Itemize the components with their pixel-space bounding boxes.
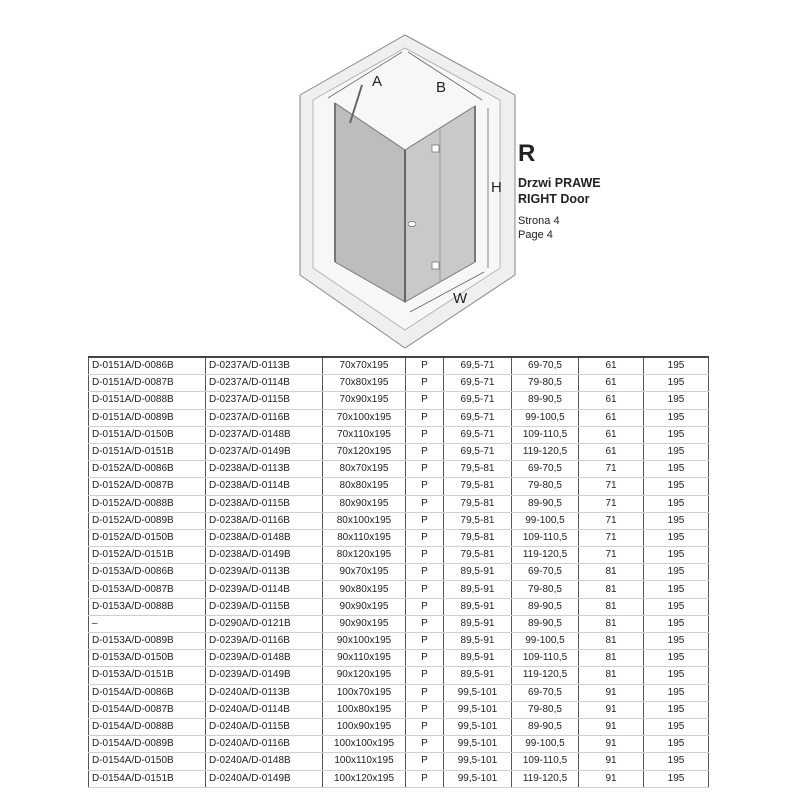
table-cell: 99,5-101: [444, 753, 512, 770]
table-cell: D-0152A/D-0150B: [89, 529, 206, 546]
table-cell: 89-90,5: [512, 615, 579, 632]
table-cell: 70x100x195: [323, 409, 406, 426]
table-cell: D-0154A/D-0088B: [89, 718, 206, 735]
table-cell: 99,5-101: [444, 684, 512, 701]
table-cell: 89-90,5: [512, 598, 579, 615]
dimension-label-b: B: [436, 79, 447, 96]
table-cell: 79,5-81: [444, 461, 512, 478]
table-row: [89, 443, 709, 460]
table-cell: P: [406, 718, 444, 735]
table-cell: 69-70,5: [512, 564, 579, 581]
hinge-top: [432, 145, 439, 152]
table-cell: D-0152A/D-0089B: [89, 512, 206, 529]
table-cell: D-0237A/D-0114B: [206, 375, 323, 392]
table-cell: 89-90,5: [512, 495, 579, 512]
table-cell: D-0240A/D-0148B: [206, 753, 323, 770]
table-cell: D-0153A/D-0089B: [89, 633, 206, 650]
table-cell: 90x90x195: [323, 615, 406, 632]
table-cell: 70x90x195: [323, 392, 406, 409]
table-cell: D-0237A/D-0148B: [206, 426, 323, 443]
table-cell: P: [406, 753, 444, 770]
table-cell: 69-70,5: [512, 684, 579, 701]
table-cell: 91: [579, 753, 644, 770]
table-cell: D-0152A/D-0088B: [89, 495, 206, 512]
table-cell: P: [406, 770, 444, 787]
table-cell: D-0238A/D-0116B: [206, 512, 323, 529]
table-cell: 99,5-101: [444, 701, 512, 718]
table-cell: 109-110,5: [512, 426, 579, 443]
table-cell: D-0152A/D-0086B: [89, 461, 206, 478]
table-cell: 100x110x195: [323, 753, 406, 770]
table-cell: D-0240A/D-0149B: [206, 770, 323, 787]
table-cell: P: [406, 615, 444, 632]
table-cell: D-0238A/D-0113B: [206, 461, 323, 478]
page-label-en: Page 4: [518, 229, 553, 241]
table-cell: 195: [644, 426, 709, 443]
table-cell: 69-70,5: [512, 357, 579, 375]
table-cell: 79,5-81: [444, 547, 512, 564]
table-cell: D-0153A/D-0086B: [89, 564, 206, 581]
table-cell: P: [406, 529, 444, 546]
table-cell: D-0237A/D-0116B: [206, 409, 323, 426]
table-row: [89, 598, 709, 615]
table-cell: 89,5-91: [444, 650, 512, 667]
table-cell: 70x110x195: [323, 426, 406, 443]
table-cell: D-0239A/D-0115B: [206, 598, 323, 615]
table-cell: 195: [644, 357, 709, 375]
table-cell: 99-100,5: [512, 633, 579, 650]
table-cell: D-0240A/D-0116B: [206, 736, 323, 753]
table-cell: 100x100x195: [323, 736, 406, 753]
table-cell: 69,5-71: [444, 409, 512, 426]
table-cell: 71: [579, 461, 644, 478]
table-row: [89, 547, 709, 564]
table-cell: D-0240A/D-0114B: [206, 701, 323, 718]
table-cell: D-0237A/D-0113B: [206, 357, 323, 375]
table-cell: P: [406, 684, 444, 701]
table-cell: 71: [579, 529, 644, 546]
table-cell: 90x110x195: [323, 650, 406, 667]
table-cell: D-0239A/D-0148B: [206, 650, 323, 667]
table-row: [89, 564, 709, 581]
table-cell: 195: [644, 529, 709, 546]
table-cell: 119-120,5: [512, 443, 579, 460]
table-row: [89, 667, 709, 684]
table-cell: P: [406, 495, 444, 512]
table-cell: 81: [579, 598, 644, 615]
table-cell: P: [406, 667, 444, 684]
table-row: [89, 581, 709, 598]
table-cell: 89,5-91: [444, 667, 512, 684]
specification-table-body: [89, 357, 709, 787]
table-cell: 119-120,5: [512, 770, 579, 787]
table-row: [89, 753, 709, 770]
table-row: [89, 426, 709, 443]
table-cell: P: [406, 598, 444, 615]
table-cell: P: [406, 409, 444, 426]
table-cell: P: [406, 581, 444, 598]
table-cell: 109-110,5: [512, 753, 579, 770]
table-cell: 89,5-91: [444, 598, 512, 615]
table-cell: 195: [644, 650, 709, 667]
table-row: [89, 409, 709, 426]
table-cell: 80x90x195: [323, 495, 406, 512]
dimension-label-w: W: [453, 290, 468, 307]
table-cell: D-0240A/D-0115B: [206, 718, 323, 735]
table-cell: P: [406, 650, 444, 667]
table-cell: D-0154A/D-0086B: [89, 684, 206, 701]
table-cell: 81: [579, 667, 644, 684]
table-cell: 100x80x195: [323, 701, 406, 718]
table-cell: 81: [579, 633, 644, 650]
table-cell: 99,5-101: [444, 770, 512, 787]
table-cell: 89,5-91: [444, 581, 512, 598]
table-cell: –: [89, 615, 206, 632]
table-cell: 81: [579, 615, 644, 632]
table-cell: 91: [579, 770, 644, 787]
table-cell: 119-120,5: [512, 667, 579, 684]
table-cell: D-0151A/D-0089B: [89, 409, 206, 426]
table-cell: 195: [644, 392, 709, 409]
table-cell: P: [406, 478, 444, 495]
table-cell: 195: [644, 512, 709, 529]
table-cell: 91: [579, 684, 644, 701]
table-cell: 195: [644, 461, 709, 478]
table-cell: 90x100x195: [323, 633, 406, 650]
table-cell: 69,5-71: [444, 392, 512, 409]
table-cell: 61: [579, 357, 644, 375]
table-row: [89, 615, 709, 632]
table-row: [89, 650, 709, 667]
table-cell: 100x70x195: [323, 684, 406, 701]
table-cell: D-0239A/D-0113B: [206, 564, 323, 581]
table-cell: 195: [644, 547, 709, 564]
table-cell: 195: [644, 684, 709, 701]
table-cell: 89-90,5: [512, 718, 579, 735]
table-cell: 195: [644, 753, 709, 770]
table-cell: 195: [644, 633, 709, 650]
door-label-pl: Drzwi PRAWE: [518, 176, 601, 190]
table-cell: D-0151A/D-0087B: [89, 375, 206, 392]
table-cell: P: [406, 512, 444, 529]
table-row: [89, 478, 709, 495]
table-cell: 195: [644, 409, 709, 426]
table-cell: 79-80,5: [512, 581, 579, 598]
table-cell: 195: [644, 718, 709, 735]
table-row: [89, 495, 709, 512]
table-cell: D-0151A/D-0150B: [89, 426, 206, 443]
table-cell: 91: [579, 701, 644, 718]
table-cell: 195: [644, 701, 709, 718]
table-cell: D-0239A/D-0149B: [206, 667, 323, 684]
table-cell: 71: [579, 478, 644, 495]
table-cell: 79,5-81: [444, 512, 512, 529]
table-row: [89, 512, 709, 529]
table-cell: 195: [644, 581, 709, 598]
table-cell: D-0239A/D-0114B: [206, 581, 323, 598]
table-row: [89, 736, 709, 753]
table-cell: 70x70x195: [323, 357, 406, 375]
table-cell: 100x120x195: [323, 770, 406, 787]
table-cell: P: [406, 357, 444, 375]
table-cell: 70x80x195: [323, 375, 406, 392]
table-cell: 79,5-81: [444, 478, 512, 495]
table-cell: 91: [579, 736, 644, 753]
table-cell: P: [406, 547, 444, 564]
table-cell: D-0153A/D-0151B: [89, 667, 206, 684]
table-cell: D-0239A/D-0116B: [206, 633, 323, 650]
table-cell: 81: [579, 650, 644, 667]
table-cell: D-0151A/D-0086B: [89, 357, 206, 375]
table-cell: D-0154A/D-0150B: [89, 753, 206, 770]
table-cell: 80x70x195: [323, 461, 406, 478]
table-row: [89, 718, 709, 735]
table-cell: 195: [644, 770, 709, 787]
table-cell: D-0152A/D-0087B: [89, 478, 206, 495]
table-cell: 79-80,5: [512, 375, 579, 392]
table-cell: 80x120x195: [323, 547, 406, 564]
table-cell: D-0153A/D-0088B: [89, 598, 206, 615]
table-cell: D-0238A/D-0115B: [206, 495, 323, 512]
table-cell: 80x110x195: [323, 529, 406, 546]
table-cell: 69,5-71: [444, 357, 512, 375]
table-cell: 195: [644, 375, 709, 392]
table-cell: 71: [579, 495, 644, 512]
table-cell: 69,5-71: [444, 426, 512, 443]
table-cell: 100x90x195: [323, 718, 406, 735]
table-cell: P: [406, 701, 444, 718]
table-cell: 81: [579, 564, 644, 581]
table-cell: 90x80x195: [323, 581, 406, 598]
table-cell: P: [406, 461, 444, 478]
table-cell: 99-100,5: [512, 512, 579, 529]
table-cell: 195: [644, 598, 709, 615]
table-cell: 89-90,5: [512, 392, 579, 409]
side-letter: R: [518, 140, 536, 167]
table-cell: D-0151A/D-0151B: [89, 443, 206, 460]
table-cell: P: [406, 392, 444, 409]
table-cell: D-0154A/D-0151B: [89, 770, 206, 787]
table-cell: D-0237A/D-0149B: [206, 443, 323, 460]
table-cell: D-0154A/D-0089B: [89, 736, 206, 753]
table-cell: D-0238A/D-0148B: [206, 529, 323, 546]
table-cell: 79,5-81: [444, 529, 512, 546]
table-cell: 61: [579, 375, 644, 392]
table-cell: 90x120x195: [323, 667, 406, 684]
specification-table: [88, 356, 709, 788]
table-cell: 71: [579, 512, 644, 529]
table-cell: P: [406, 426, 444, 443]
table-cell: 69,5-71: [444, 443, 512, 460]
table-row: [89, 357, 709, 375]
dimension-label-a: A: [372, 73, 383, 90]
table-cell: D-0238A/D-0149B: [206, 547, 323, 564]
table-cell: 80x80x195: [323, 478, 406, 495]
table-cell: 89,5-91: [444, 633, 512, 650]
table-cell: D-0152A/D-0151B: [89, 547, 206, 564]
table-cell: 89,5-91: [444, 564, 512, 581]
drain-icon: [408, 222, 416, 227]
table-cell: 61: [579, 426, 644, 443]
table-row: [89, 461, 709, 478]
table-cell: P: [406, 633, 444, 650]
table-cell: 79-80,5: [512, 701, 579, 718]
table-cell: 80x100x195: [323, 512, 406, 529]
table-cell: 195: [644, 564, 709, 581]
table-cell: 79,5-81: [444, 495, 512, 512]
table-cell: 69,5-71: [444, 375, 512, 392]
table-cell: 71: [579, 547, 644, 564]
table-row: [89, 633, 709, 650]
table-cell: D-0151A/D-0088B: [89, 392, 206, 409]
table-cell: 99,5-101: [444, 718, 512, 735]
table-row: [89, 375, 709, 392]
table-row: [89, 684, 709, 701]
table-cell: 61: [579, 443, 644, 460]
table-cell: P: [406, 564, 444, 581]
table-cell: 195: [644, 443, 709, 460]
table-cell: P: [406, 736, 444, 753]
table-cell: 89,5-91: [444, 615, 512, 632]
table-cell: 90x70x195: [323, 564, 406, 581]
table-cell: 61: [579, 392, 644, 409]
table-cell: 69-70,5: [512, 461, 579, 478]
table-cell: 109-110,5: [512, 529, 579, 546]
table-row: [89, 529, 709, 546]
table-cell: 195: [644, 736, 709, 753]
table-cell: D-0153A/D-0087B: [89, 581, 206, 598]
table-cell: D-0238A/D-0114B: [206, 478, 323, 495]
table-cell: D-0240A/D-0113B: [206, 684, 323, 701]
table-cell: P: [406, 375, 444, 392]
table-cell: 119-120,5: [512, 547, 579, 564]
table-row: [89, 392, 709, 409]
table-cell: D-0290A/D-0121B: [206, 615, 323, 632]
table-row: [89, 770, 709, 787]
table-cell: 91: [579, 718, 644, 735]
table-cell: 61: [579, 409, 644, 426]
table-cell: 70x120x195: [323, 443, 406, 460]
page-label-pl: Strona 4: [518, 215, 560, 227]
door-label-en: RIGHT Door: [518, 192, 590, 206]
table-cell: 195: [644, 478, 709, 495]
table-cell: 79-80,5: [512, 478, 579, 495]
table-cell: 99-100,5: [512, 736, 579, 753]
table-cell: D-0153A/D-0150B: [89, 650, 206, 667]
table-cell: 99-100,5: [512, 409, 579, 426]
table-cell: 99,5-101: [444, 736, 512, 753]
table-cell: 81: [579, 581, 644, 598]
table-cell: D-0237A/D-0115B: [206, 392, 323, 409]
dimension-label-h: H: [491, 179, 502, 196]
table-cell: P: [406, 443, 444, 460]
table-cell: 90x90x195: [323, 598, 406, 615]
hinge-bottom: [432, 262, 439, 269]
table-row: [89, 701, 709, 718]
shower-enclosure-diagram: [290, 30, 520, 350]
table-cell: 195: [644, 615, 709, 632]
table-cell: 195: [644, 495, 709, 512]
table-cell: D-0154A/D-0087B: [89, 701, 206, 718]
table-cell: 109-110,5: [512, 650, 579, 667]
table-cell: 195: [644, 667, 709, 684]
